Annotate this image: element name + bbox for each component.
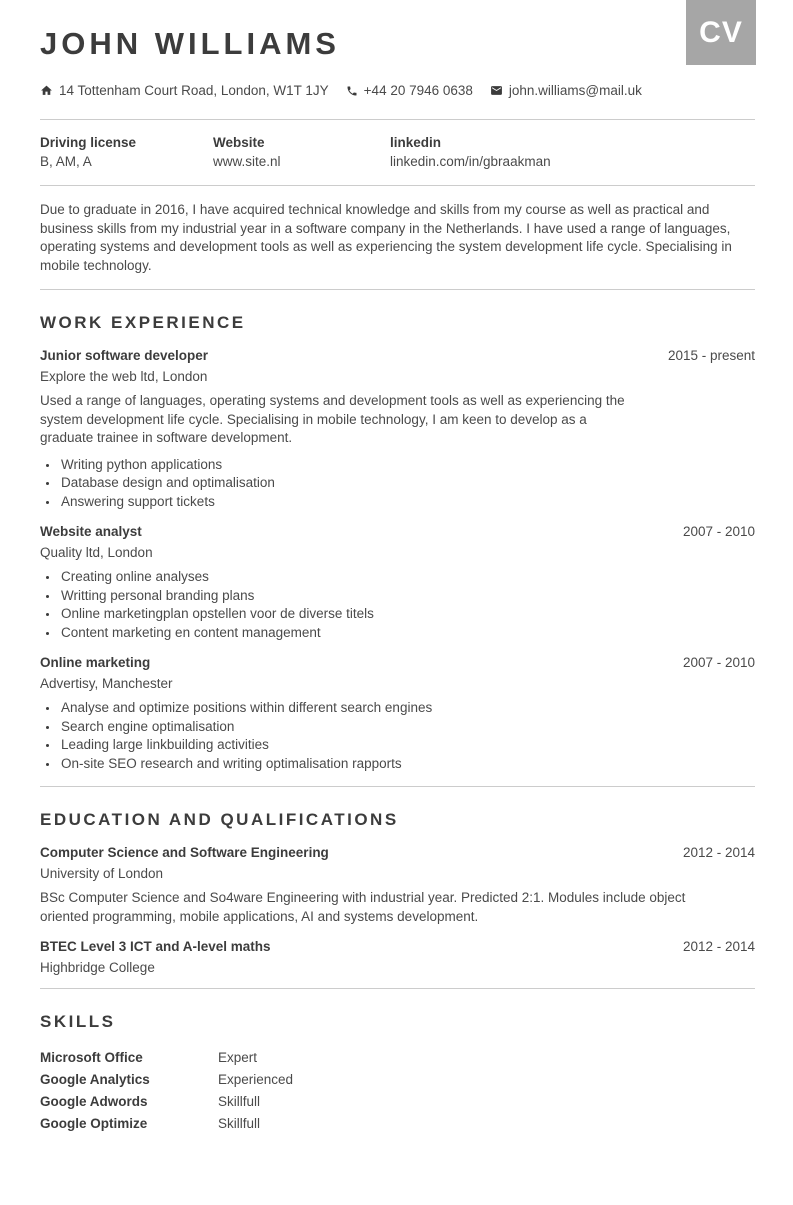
email-text: john.williams@mail.uk [508, 83, 642, 98]
detail-value: B, AM, A [40, 154, 92, 169]
divider [40, 185, 755, 186]
entry-organisation: Explore the web ltd, London [40, 369, 208, 384]
skill-level: Experienced [218, 1072, 294, 1087]
entry-header [40, 348, 755, 363]
detail-label: linkedin [390, 135, 442, 150]
skill-row [40, 1113, 755, 1135]
bullet-item: • On-site SEO research and writing optimalisation rapports [59, 755, 755, 774]
entry-bullet-list [40, 699, 755, 773]
entry-header [40, 845, 755, 860]
section-work [40, 313, 755, 773]
divider [40, 988, 755, 989]
entry-date: 2015 - present [667, 348, 755, 363]
section-education [40, 810, 755, 975]
entry [40, 655, 755, 773]
skill-name: Google Optimize [40, 1116, 148, 1131]
skill-level: Skillfull [218, 1094, 261, 1109]
skill-level: Expert [218, 1050, 258, 1065]
skill-name: Google Adwords [40, 1094, 148, 1109]
detail-label: Driving license [40, 135, 137, 150]
bullet-item: • Search engine optimalisation [59, 718, 755, 737]
skill-level: Skillfull [218, 1116, 261, 1131]
detail-value: linkedin.com/in/gbraakman [390, 154, 551, 169]
bullet-item: • Creating online analyses [59, 568, 755, 587]
entry-organisation: Advertisy, Manchester [40, 676, 173, 691]
phone-text: +44 20 7946 0638 [363, 83, 473, 98]
skill-name: Google Analytics [40, 1072, 150, 1087]
entry-header [40, 655, 755, 670]
divider [40, 289, 755, 290]
detail-item [213, 135, 390, 169]
entry [40, 524, 755, 642]
detail-label: Website [213, 135, 265, 150]
entry-date: 2012 - 2014 [682, 845, 755, 860]
skill-name: Microsoft Office [40, 1050, 143, 1065]
entry-title: Junior software developer [40, 348, 209, 363]
entry-header [40, 939, 755, 954]
entry-organisation: University of London [40, 866, 164, 881]
education-heading: EDUCATION AND QUALIFICATIONS [40, 810, 399, 829]
entry-title: Computer Science and Software Engineering [40, 845, 329, 860]
entry-header [40, 524, 755, 539]
entry-bullet-list [40, 456, 755, 512]
entry-date: 2007 - 2010 [682, 524, 755, 539]
detail-item [40, 135, 213, 169]
bullet-item: • Analyse and optimize positions within different search engines [59, 699, 755, 718]
bullet-item: • Writing python applications [59, 456, 755, 475]
bullet-item: • Database design and optimalisation [59, 474, 755, 493]
detail-value: www.site.nl [213, 154, 281, 169]
envelope-icon [490, 84, 503, 97]
section-skills [40, 1012, 755, 1135]
entry-title: Website analyst [40, 524, 142, 539]
education-entries [40, 845, 755, 975]
contact-phone [346, 83, 473, 98]
entry-description: Used a range of languages, operating systems and development tools as well as experiencing the system development life cycle. Specialising in mobile technology, I am keen to develop as a graduate trainee in software development. [40, 393, 625, 445]
divider [40, 786, 755, 787]
bullet-item: • Answering support tickets [59, 493, 755, 512]
work-entries [40, 348, 755, 773]
profile-summary: Due to graduate in 2016, I have acquired technical knowledge and skills from my course as well as practical and business skills from my industrial year in a software company in the Netherlands. I have used a range of languages, operating systems and development tools as well as experiencing the system development life cycle. Specialising in mobile technology. [40, 202, 732, 273]
contact-row [40, 83, 755, 98]
contact-email [490, 83, 642, 98]
entry-organisation: Quality ltd, London [40, 545, 153, 560]
entry-bullet-list [40, 568, 755, 642]
skills-heading: SKILLS [40, 1012, 116, 1031]
skill-row [40, 1047, 755, 1069]
entry-description: BSc Computer Science and So4ware Engineering with industrial year. Predicted 2:1. Modules include object oriented programming, mobile applications, AI and systems development. [40, 890, 686, 924]
cv-badge: CV [686, 0, 756, 65]
entry [40, 845, 755, 926]
page-title: JOHN WILLIAMS [40, 26, 340, 61]
contact-address [40, 83, 329, 98]
entry [40, 939, 755, 975]
detail-item [390, 135, 563, 169]
entry-title: Online marketing [40, 655, 151, 670]
entry-date: 2007 - 2010 [682, 655, 755, 670]
entry [40, 348, 755, 511]
entry-organisation: Highbridge College [40, 960, 155, 975]
home-icon [40, 84, 53, 97]
skill-row [40, 1069, 755, 1091]
entry-title: BTEC Level 3 ICT and A-level maths [40, 939, 271, 954]
entry-date: 2012 - 2014 [682, 939, 755, 954]
bullet-item: • Online marketingplan opstellen voor de diverse titels [59, 605, 755, 624]
details-row [40, 120, 755, 185]
address-text: 14 Tottenham Court Road, London, W1T 1JY [59, 83, 329, 98]
work-heading: WORK EXPERIENCE [40, 313, 246, 332]
header [40, 26, 755, 98]
skill-row [40, 1091, 755, 1113]
bullet-item: • Leading large linkbuilding activities [59, 736, 755, 755]
bullet-item: • Writting personal branding plans [59, 587, 755, 606]
phone-icon [346, 85, 358, 97]
bullet-item: • Content marketing en content management [59, 624, 755, 643]
